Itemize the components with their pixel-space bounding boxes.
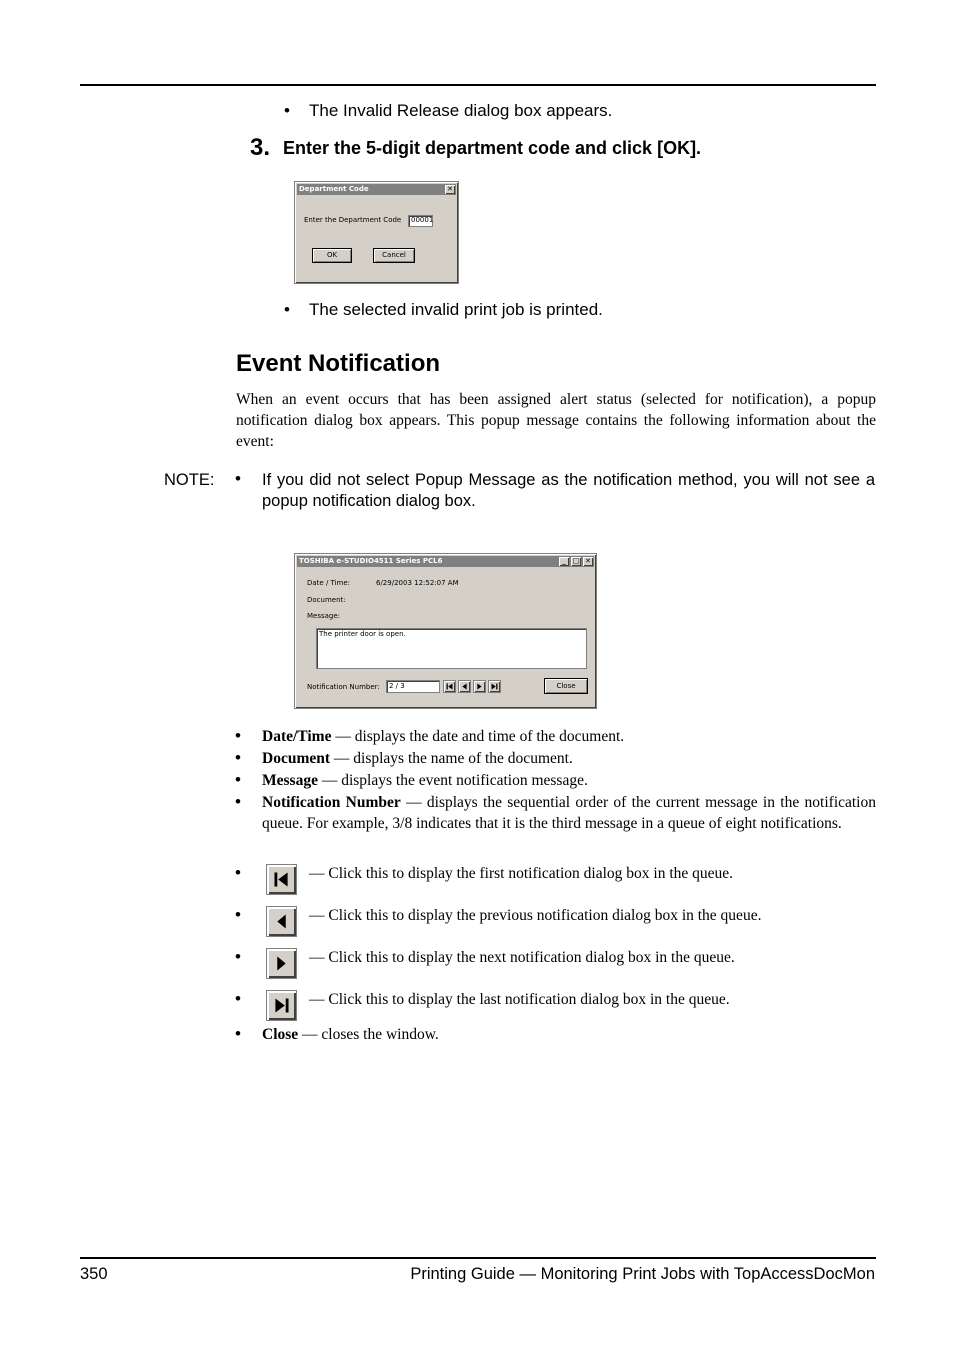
bullet-dot: • (235, 726, 241, 745)
footer-rule (80, 1257, 876, 1259)
description: — closes the window. (298, 1026, 439, 1043)
notification-dialog (294, 553, 597, 709)
close-button[interactable]: Close (544, 678, 588, 694)
previous-description: — Click this to display the previous notification dialog box in the queue. (309, 907, 762, 924)
section-heading: Event Notification (236, 350, 441, 377)
document-label: Document: (307, 596, 346, 604)
cancel-button[interactable]: Cancel (373, 248, 415, 263)
bullet-dot: • (235, 989, 241, 1008)
header-rule (80, 84, 876, 86)
close-item (262, 1024, 439, 1045)
printed-text: The selected invalid print job is printed. (309, 300, 603, 319)
ok-button[interactable]: OK (312, 248, 352, 263)
term: Message (262, 772, 318, 789)
maximize-icon[interactable]: □ (572, 557, 580, 565)
next-icon (266, 948, 297, 979)
dialog-title: TOSHIBA e-STUDIO4511 Series PCL6 (299, 557, 443, 565)
date-time-value: 6/29/2003 12:52:07 AM (376, 579, 459, 587)
message-label: Message: (307, 612, 341, 620)
minimize-icon[interactable]: _ (559, 557, 569, 566)
bullet-dot: • (235, 863, 241, 882)
previous-icon[interactable] (458, 680, 471, 693)
close-icon[interactable]: ✕ (583, 557, 593, 566)
bullet-dot: • (235, 1024, 241, 1043)
last-description: — Click this to display the last notification dialog box in the queue. (309, 991, 730, 1008)
page-number: 350 (80, 1265, 108, 1283)
dialog-titlebar (297, 556, 594, 567)
footer-title: Printing Guide — Monitoring Print Jobs with TopAccessDocMon (410, 1265, 875, 1283)
bullet-dot: • (284, 300, 290, 319)
first-description: — Click this to display the first notification dialog box in the queue. (309, 865, 734, 882)
last-icon[interactable] (488, 680, 501, 693)
bullet-dot: • (235, 947, 241, 966)
bullet-dot: • (284, 101, 290, 120)
date-time-label: Date / Time: (307, 579, 351, 587)
list-item (235, 792, 876, 856)
last-icon (266, 990, 297, 1021)
next-icon[interactable] (473, 680, 486, 693)
note-text: If you did not select Popup Message as the notification method, you will not see a popup notification dialog box. (262, 471, 875, 510)
first-icon[interactable] (443, 680, 456, 693)
step-instruction: Enter the 5-digit department code and click [OK]. (283, 138, 702, 158)
description: — displays the sequential order of the current message in the notification queue. For example, 3/8 indicates that it is the third message in a queue of eight notifications. (262, 794, 876, 832)
description: — displays the name of the document. (330, 750, 573, 767)
term: Document (262, 750, 331, 767)
bullet-dot: • (235, 748, 241, 767)
notification-number-label: Notification Number: (307, 683, 380, 691)
field-list (235, 726, 876, 856)
term: Close (262, 1026, 299, 1043)
note-label: NOTE: (164, 471, 215, 489)
term: Notification Number (262, 794, 401, 811)
section-paragraph: When an event occurs that has been assigned alert status (selected for notification), a popup notification dialog box appears. This popup message contains the following information about the event: (236, 391, 876, 450)
list-item (235, 770, 876, 792)
notification-number-field: 2 / 3 (386, 680, 440, 693)
bullet-dot: • (235, 905, 241, 924)
close-icon[interactable]: ✕ (445, 185, 455, 194)
list-item (235, 748, 876, 770)
bullet-dot: • (235, 792, 241, 811)
bullet-dot: • (235, 469, 241, 488)
dialog-title: Department Code (299, 185, 369, 193)
dialog-titlebar (297, 184, 456, 195)
description: — displays the event notification message. (317, 772, 588, 789)
invalid-release-text: The Invalid Release dialog box appears. (309, 101, 613, 120)
next-description: — Click this to display the next notification dialog box in the queue. (309, 949, 735, 966)
description: — displays the date and time of the document. (331, 728, 625, 745)
navigation-buttons (443, 680, 505, 694)
department-code-dialog (294, 181, 459, 284)
bullet-dot: • (235, 770, 241, 789)
message-box[interactable]: The printer door is open. (316, 628, 587, 669)
list-item (235, 726, 876, 748)
previous-icon (266, 906, 297, 937)
term: Date/Time (262, 728, 332, 745)
department-code-label: Enter the Department Code (304, 216, 402, 224)
department-code-input[interactable]: 00001 (408, 215, 433, 227)
first-icon (266, 864, 297, 895)
step-number: 3. (250, 134, 271, 161)
